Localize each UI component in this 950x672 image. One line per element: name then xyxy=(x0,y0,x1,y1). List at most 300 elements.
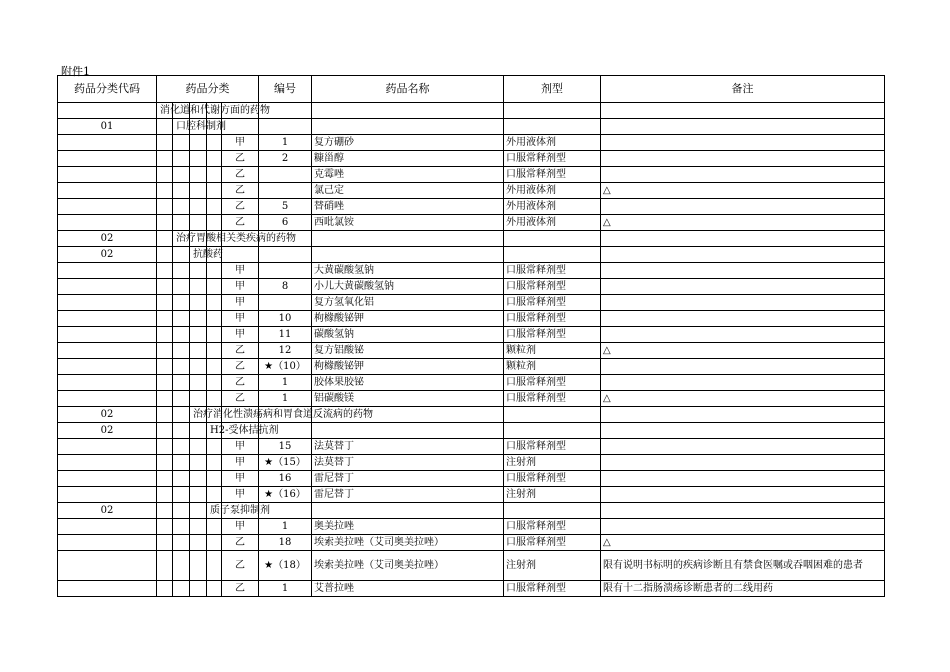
code-cell: 02 xyxy=(58,247,157,263)
note-cell xyxy=(601,519,885,535)
drug-name-cell: 埃索美拉唑（艾司奥美拉唑） xyxy=(312,551,504,581)
note-cell xyxy=(601,135,885,151)
grade-cell: 乙 xyxy=(222,199,259,215)
grade-cell: 乙 xyxy=(222,215,259,231)
dosage-form-cell: 口服常释剂型 xyxy=(504,327,601,343)
code-cell: 01 xyxy=(58,119,157,135)
number-cell xyxy=(259,263,312,279)
drug-name-cell: 糠甾醇 xyxy=(312,151,504,167)
drug-row xyxy=(58,487,885,503)
category-level-2 xyxy=(173,263,190,279)
category-level-1 xyxy=(157,391,173,407)
number-cell: 8 xyxy=(259,279,312,295)
dosage-form-cell: 口服常释剂型 xyxy=(504,151,601,167)
drug-table xyxy=(57,75,885,597)
category-level-4 xyxy=(207,519,222,535)
category-level-4 xyxy=(207,503,270,519)
drug-name-cell: 枸橼酸铋钾 xyxy=(312,311,504,327)
category-level-3 xyxy=(190,535,207,551)
drug-row xyxy=(58,391,885,407)
drug-row xyxy=(58,551,885,581)
number-cell: 5 xyxy=(259,199,312,215)
category-level-1 xyxy=(157,519,173,535)
code-cell xyxy=(58,391,157,407)
grade-cell: 甲 xyxy=(222,311,259,327)
category-level-4 xyxy=(207,183,222,199)
category-level-2 xyxy=(173,167,190,183)
category-level-2 xyxy=(173,535,190,551)
category-level-2 xyxy=(173,199,190,215)
category-level-2 xyxy=(173,487,190,503)
dosage-form-cell xyxy=(504,103,601,119)
category-level-3 xyxy=(190,119,207,135)
drug-row xyxy=(58,359,885,375)
category-level-2 xyxy=(173,295,190,311)
dosage-form-cell: 口服常释剂型 xyxy=(504,295,601,311)
category-level-2 xyxy=(173,183,190,199)
category-level-2 xyxy=(173,231,296,247)
code-cell xyxy=(58,151,157,167)
category-level-1 xyxy=(157,423,173,439)
note-cell: 限有说明书标明的疾病诊断且有禁食医嘱或吞咽困难的患者 xyxy=(601,551,885,581)
grade-cell xyxy=(222,247,259,263)
category-level-4 xyxy=(207,151,222,167)
category-level-3 xyxy=(190,551,207,581)
code-cell xyxy=(58,519,157,535)
category-label: 治疗消化性溃疡病和胃食道反流病的药物 xyxy=(193,409,373,420)
category-level-4 xyxy=(207,471,222,487)
drug-name-cell xyxy=(312,103,504,119)
category-row xyxy=(58,103,885,119)
category-level-3 xyxy=(190,343,207,359)
grade-cell: 甲 xyxy=(222,295,259,311)
category-level-2 xyxy=(173,151,190,167)
grade-cell: 乙 xyxy=(222,535,259,551)
category-level-1 xyxy=(157,199,173,215)
category-label: 质子泵抑制剂 xyxy=(210,505,270,516)
category-level-1 xyxy=(157,343,173,359)
code-cell xyxy=(58,327,157,343)
drug-name-cell: 雷尼替丁 xyxy=(312,471,504,487)
header-name: 药品名称 xyxy=(312,76,504,103)
category-level-1 xyxy=(157,311,173,327)
category-level-1 xyxy=(157,375,173,391)
code-cell xyxy=(58,375,157,391)
category-level-2 xyxy=(173,343,190,359)
category-label: 抗酸药 xyxy=(193,249,223,260)
grade-cell: 乙 xyxy=(222,375,259,391)
attachment-label: 附件1 xyxy=(61,65,90,78)
category-level-4 xyxy=(207,535,222,551)
category-level-3 xyxy=(190,487,207,503)
category-level-1 xyxy=(157,231,173,247)
category-level-1 xyxy=(157,535,173,551)
dosage-form-cell: 口服常释剂型 xyxy=(504,311,601,327)
category-level-1 xyxy=(157,247,173,263)
category-level-3 xyxy=(190,519,207,535)
drug-name-cell: 西吡氯铵 xyxy=(312,215,504,231)
drug-name-cell: 法莫替丁 xyxy=(312,455,504,471)
category-level-3 xyxy=(190,231,207,247)
dosage-form-cell: 口服常释剂型 xyxy=(504,167,601,183)
drug-name-cell xyxy=(312,231,504,247)
dosage-form-cell: 口服常释剂型 xyxy=(504,519,601,535)
number-cell: 16 xyxy=(259,471,312,487)
category-level-3 xyxy=(190,215,207,231)
category-level-3 xyxy=(190,263,207,279)
category-level-1 xyxy=(157,215,173,231)
dosage-form-cell: 注射剂 xyxy=(504,487,601,503)
drug-row xyxy=(58,519,885,535)
drug-name-cell: 克霉唑 xyxy=(312,167,504,183)
grade-cell: 乙 xyxy=(222,581,259,597)
number-cell: 10 xyxy=(259,311,312,327)
drug-name-cell: 小儿大黄碳酸氢钠 xyxy=(312,279,504,295)
category-level-2 xyxy=(173,581,190,597)
code-cell xyxy=(58,311,157,327)
grade-cell: 乙 xyxy=(222,359,259,375)
header-number: 编号 xyxy=(259,76,312,103)
category-level-2 xyxy=(173,455,190,471)
category-level-3 xyxy=(190,581,207,597)
category-level-3 xyxy=(190,135,207,151)
drug-name-cell xyxy=(312,247,504,263)
category-level-1 xyxy=(157,455,173,471)
drug-name-cell: 法莫替丁 xyxy=(312,439,504,455)
category-level-3 xyxy=(190,151,207,167)
code-cell xyxy=(58,167,157,183)
category-level-4 xyxy=(207,247,222,263)
category-level-4 xyxy=(207,423,279,439)
code-cell xyxy=(58,471,157,487)
drug-name-cell: 氯己定 xyxy=(312,183,504,199)
category-level-2 xyxy=(173,103,190,119)
code-cell: 02 xyxy=(58,423,157,439)
number-cell: 2 xyxy=(259,151,312,167)
drug-row xyxy=(58,375,885,391)
note-cell xyxy=(601,407,885,423)
category-level-4 xyxy=(207,391,222,407)
dosage-form-cell: 外用液体剂 xyxy=(504,199,601,215)
dosage-form-cell xyxy=(504,423,601,439)
category-level-3 xyxy=(190,423,207,439)
number-cell: 18 xyxy=(259,535,312,551)
category-level-4 xyxy=(207,455,222,471)
note-cell xyxy=(601,439,885,455)
category-label: 治疗胃酸相关类疾病的药物 xyxy=(176,233,296,244)
code-cell xyxy=(58,263,157,279)
category-level-1 xyxy=(157,103,270,119)
drug-name-cell: 碳酸氢钠 xyxy=(312,327,504,343)
dosage-form-cell xyxy=(504,407,601,423)
category-level-1 xyxy=(157,503,173,519)
code-cell xyxy=(58,295,157,311)
header-code: 药品分类代码 xyxy=(58,76,157,103)
category-level-4 xyxy=(207,487,222,503)
category-level-1 xyxy=(157,327,173,343)
note-cell xyxy=(601,455,885,471)
category-level-3 xyxy=(190,359,207,375)
drug-name-cell xyxy=(312,423,504,439)
grade-cell: 乙 xyxy=(222,391,259,407)
grade-cell: 甲 xyxy=(222,471,259,487)
grade-cell xyxy=(222,119,259,135)
grade-cell: 乙 xyxy=(222,343,259,359)
dosage-form-cell: 口服常释剂型 xyxy=(504,581,601,597)
note-cell: △ xyxy=(601,343,885,359)
code-cell xyxy=(58,135,157,151)
dosage-form-cell: 口服常释剂型 xyxy=(504,263,601,279)
grade-cell: 甲 xyxy=(222,327,259,343)
category-level-4 xyxy=(207,167,222,183)
category-level-4 xyxy=(207,103,222,119)
drug-row xyxy=(58,183,885,199)
number-cell: 15 xyxy=(259,439,312,455)
category-level-1 xyxy=(157,487,173,503)
category-level-1 xyxy=(157,295,173,311)
category-level-3 xyxy=(190,327,207,343)
category-level-3 xyxy=(190,391,207,407)
category-level-1 xyxy=(157,183,173,199)
dosage-form-cell: 颗粒剂 xyxy=(504,343,601,359)
code-cell xyxy=(58,183,157,199)
note-cell xyxy=(601,375,885,391)
grade-cell: 甲 xyxy=(222,279,259,295)
drug-name-cell xyxy=(312,503,504,519)
drug-name-cell: 枸橼酸铋钾 xyxy=(312,359,504,375)
category-level-2 xyxy=(173,471,190,487)
code-cell xyxy=(58,279,157,295)
grade-cell: 乙 xyxy=(222,151,259,167)
category-row xyxy=(58,247,885,263)
drug-name-cell: 胶体果胶铋 xyxy=(312,375,504,391)
category-level-3 xyxy=(190,407,373,423)
dosage-form-cell: 外用液体剂 xyxy=(504,215,601,231)
dosage-form-cell: 外用液体剂 xyxy=(504,135,601,151)
drug-row xyxy=(58,327,885,343)
drug-name-cell: 埃索美拉唑（艾司奥美拉唑） xyxy=(312,535,504,551)
dosage-form-cell: 注射剂 xyxy=(504,551,601,581)
note-cell xyxy=(601,471,885,487)
category-level-2 xyxy=(173,439,190,455)
category-level-4 xyxy=(207,231,222,247)
drug-row xyxy=(58,455,885,471)
category-level-3 xyxy=(190,247,223,263)
note-cell: △ xyxy=(601,183,885,199)
category-level-1 xyxy=(157,167,173,183)
number-cell xyxy=(259,295,312,311)
category-level-4 xyxy=(207,551,222,581)
dosage-form-cell: 外用液体剂 xyxy=(504,183,601,199)
note-cell xyxy=(601,263,885,279)
category-level-4 xyxy=(207,327,222,343)
category-level-4 xyxy=(207,359,222,375)
number-cell: ★（15） xyxy=(259,455,312,471)
category-level-4 xyxy=(207,119,222,135)
category-level-3 xyxy=(190,279,207,295)
category-level-3 xyxy=(190,183,207,199)
grade-cell: 乙 xyxy=(222,551,259,581)
note-cell xyxy=(601,167,885,183)
category-level-4 xyxy=(207,215,222,231)
number-cell: 1 xyxy=(259,519,312,535)
category-level-1 xyxy=(157,279,173,295)
drug-row xyxy=(58,151,885,167)
number-cell: 11 xyxy=(259,327,312,343)
note-cell xyxy=(601,199,885,215)
code-cell xyxy=(58,103,157,119)
drug-name-cell: 艾普拉唑 xyxy=(312,581,504,597)
dosage-form-cell: 口服常释剂型 xyxy=(504,439,601,455)
number-cell xyxy=(259,119,312,135)
drug-row xyxy=(58,135,885,151)
category-level-4 xyxy=(207,439,222,455)
number-cell: 1 xyxy=(259,135,312,151)
category-level-3 xyxy=(190,103,207,119)
grade-cell: 甲 xyxy=(222,135,259,151)
category-level-1 xyxy=(157,551,173,581)
code-cell xyxy=(58,487,157,503)
code-cell xyxy=(58,343,157,359)
category-level-2 xyxy=(173,503,190,519)
category-level-2 xyxy=(173,551,190,581)
drug-name-cell: 复方硼砂 xyxy=(312,135,504,151)
code-cell xyxy=(58,535,157,551)
code-cell: 02 xyxy=(58,503,157,519)
category-level-1 xyxy=(157,439,173,455)
number-cell xyxy=(259,247,312,263)
category-level-4 xyxy=(207,295,222,311)
drug-row xyxy=(58,343,885,359)
category-level-4 xyxy=(207,375,222,391)
category-row xyxy=(58,407,885,423)
note-cell xyxy=(601,279,885,295)
grade-cell: 甲 xyxy=(222,519,259,535)
header-category: 药品分类 xyxy=(157,76,259,103)
category-level-3 xyxy=(190,439,207,455)
drug-row xyxy=(58,199,885,215)
drug-row xyxy=(58,263,885,279)
category-label: 口腔科制剂 xyxy=(176,121,226,132)
grade-cell: 甲 xyxy=(222,487,259,503)
drug-name-cell: 雷尼替丁 xyxy=(312,487,504,503)
category-level-1 xyxy=(157,151,173,167)
dosage-form-cell: 颗粒剂 xyxy=(504,359,601,375)
dosage-form-cell: 注射剂 xyxy=(504,455,601,471)
category-level-1 xyxy=(157,119,173,135)
category-row xyxy=(58,503,885,519)
note-cell xyxy=(601,359,885,375)
header-row xyxy=(58,76,885,103)
category-label: 消化道和代谢方面的药物 xyxy=(160,105,270,116)
code-cell: 02 xyxy=(58,407,157,423)
number-cell: ★（18） xyxy=(259,551,312,581)
number-cell xyxy=(259,167,312,183)
number-cell: 1 xyxy=(259,375,312,391)
drug-row xyxy=(58,471,885,487)
note-cell xyxy=(601,103,885,119)
drug-name-cell: 复方铝酸铋 xyxy=(312,343,504,359)
grade-cell: 甲 xyxy=(222,263,259,279)
note-cell: 限有十二指肠溃疡诊断患者的二线用药 xyxy=(601,581,885,597)
category-level-3 xyxy=(190,199,207,215)
drug-row xyxy=(58,581,885,597)
category-row xyxy=(58,423,885,439)
category-level-1 xyxy=(157,407,173,423)
note-cell xyxy=(601,295,885,311)
drug-name-cell: 奥美拉唑 xyxy=(312,519,504,535)
category-level-1 xyxy=(157,581,173,597)
category-level-3 xyxy=(190,455,207,471)
category-label: H2-受体拮抗剂 xyxy=(210,425,279,436)
category-level-3 xyxy=(190,471,207,487)
category-level-4 xyxy=(207,279,222,295)
category-level-3 xyxy=(190,167,207,183)
code-cell xyxy=(58,581,157,597)
grade-cell: 甲 xyxy=(222,455,259,471)
category-level-2 xyxy=(173,375,190,391)
drug-name-cell: 大黄碳酸氢钠 xyxy=(312,263,504,279)
category-level-3 xyxy=(190,375,207,391)
category-row xyxy=(58,119,885,135)
note-cell xyxy=(601,247,885,263)
code-cell xyxy=(58,455,157,471)
note-cell xyxy=(601,151,885,167)
grade-cell: 乙 xyxy=(222,183,259,199)
dosage-form-cell: 口服常释剂型 xyxy=(504,471,601,487)
category-level-1 xyxy=(157,263,173,279)
note-cell: △ xyxy=(601,535,885,551)
note-cell xyxy=(601,503,885,519)
grade-cell: 乙 xyxy=(222,167,259,183)
drug-row xyxy=(58,535,885,551)
drug-name-cell: 复方氢氧化铝 xyxy=(312,295,504,311)
category-level-3 xyxy=(190,503,207,519)
header-form: 剂型 xyxy=(504,76,601,103)
number-cell: 1 xyxy=(259,391,312,407)
dosage-form-cell: 口服常释剂型 xyxy=(504,375,601,391)
category-level-4 xyxy=(207,263,222,279)
category-level-4 xyxy=(207,199,222,215)
number-cell: 1 xyxy=(259,581,312,597)
drug-row xyxy=(58,311,885,327)
drug-name-cell: 替硝唑 xyxy=(312,199,504,215)
drug-row xyxy=(58,439,885,455)
note-cell: △ xyxy=(601,391,885,407)
dosage-form-cell xyxy=(504,503,601,519)
category-level-2 xyxy=(173,391,190,407)
category-level-2 xyxy=(173,119,226,135)
code-cell xyxy=(58,551,157,581)
category-level-4 xyxy=(207,581,222,597)
category-level-2 xyxy=(173,519,190,535)
number-cell: ★（10） xyxy=(259,359,312,375)
category-level-3 xyxy=(190,295,207,311)
code-cell xyxy=(58,215,157,231)
note-cell xyxy=(601,423,885,439)
dosage-form-cell: 口服常释剂型 xyxy=(504,391,601,407)
drug-row xyxy=(58,295,885,311)
grade-cell: 甲 xyxy=(222,439,259,455)
drug-row xyxy=(58,167,885,183)
drug-row xyxy=(58,215,885,231)
category-level-2 xyxy=(173,359,190,375)
code-cell xyxy=(58,359,157,375)
code-cell: 02 xyxy=(58,231,157,247)
note-cell xyxy=(601,487,885,503)
header-note: 备注 xyxy=(601,76,885,103)
dosage-form-cell xyxy=(504,231,601,247)
